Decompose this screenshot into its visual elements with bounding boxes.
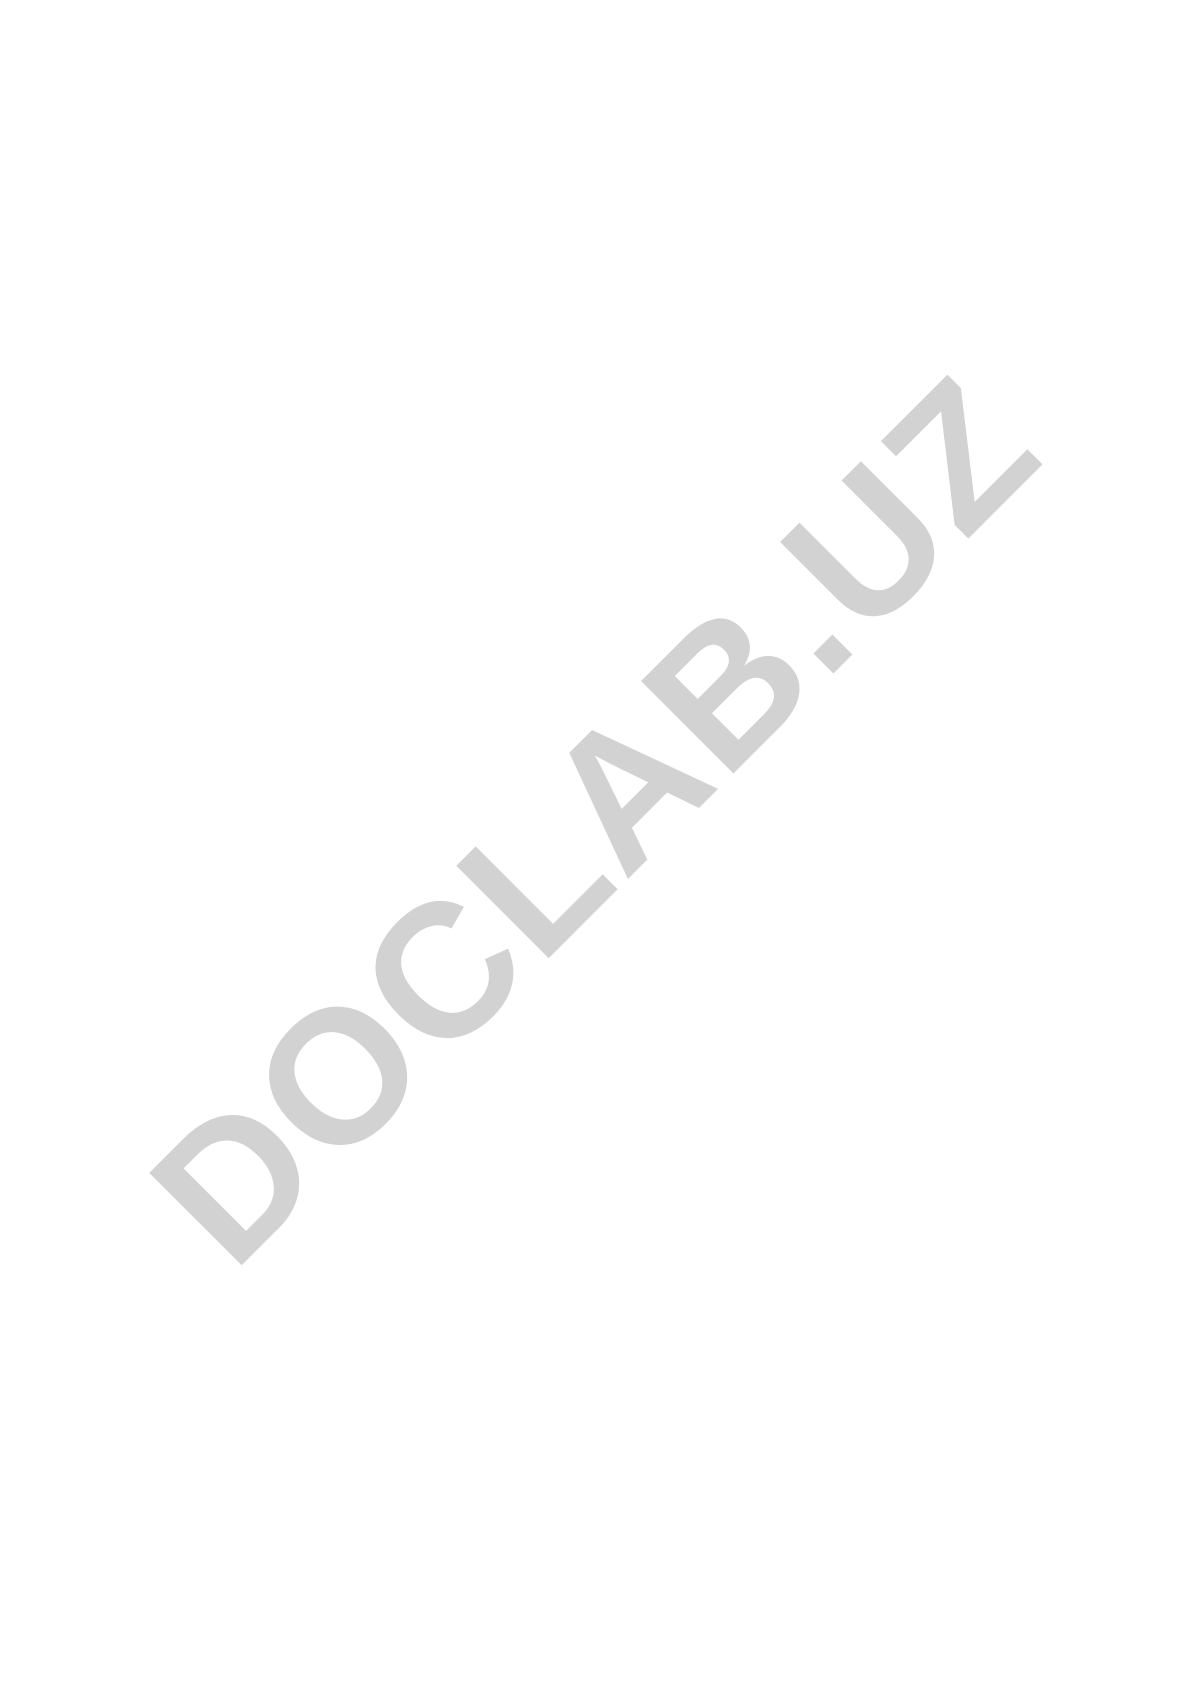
watermark: DOCLAB.UZ [111, 336, 1079, 1304]
